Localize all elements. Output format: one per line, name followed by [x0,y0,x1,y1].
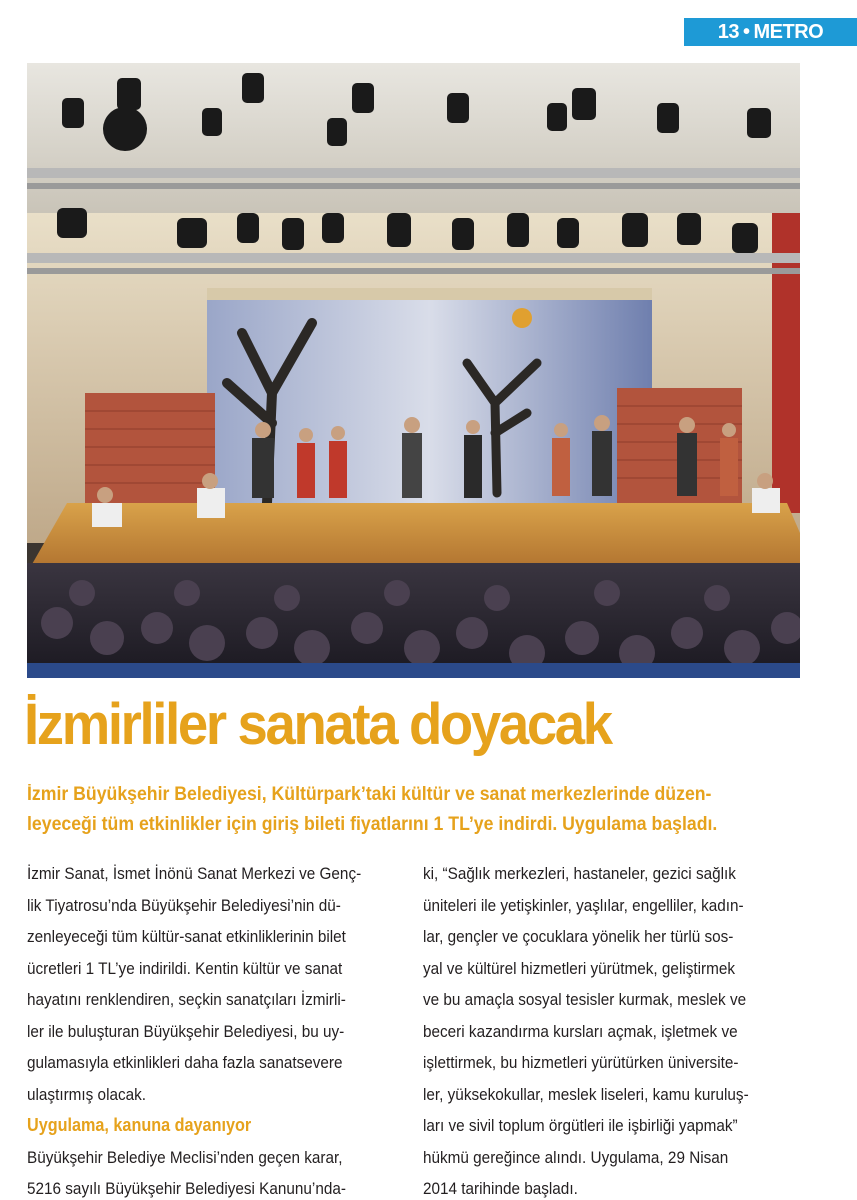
body-line: ler, yüksekokullar, meslek liseleri, kamu kuruluş- [423,1084,749,1104]
tag-separator: • [743,20,750,43]
body-line: ücretleri 1 TL’ye indirildi. Kentin kültür ve sanat [27,958,343,978]
body-column-right [423,858,808,1200]
body-column-left [27,858,412,1200]
theatre-stage-photo [27,63,800,678]
body-line: 2014 tarihinde başladı. [423,1179,578,1198]
lead-line: İzmir Büyükşehir Belediyesi, Kültürpark’taki kültür ve sanat merkezlerinde düzen- [27,784,712,805]
body-line: gulamasıyla etkinlikleri daha fazla sanatsevere [27,1053,343,1072]
body-line: 5216 sayılı Büyükşehir Belediyesi Kanunu’nda- [27,1179,346,1198]
article-headline: İzmirliler sanata doyacak [24,692,611,757]
page-section-tag [684,18,857,46]
body-line: ve bu amaçla sosyal tesisler kurmak, meslek ve [423,990,747,1009]
body-line: beceri kazandırma kursları açmak, işletmek ve [423,1021,738,1041]
body-line: hayatını renklendiren, seçkin sanatçıları İzmirli- [27,990,346,1009]
section-name: METRO [753,20,824,43]
body-line: Büyükşehir Belediye Meclisi’nden geçen karar, [27,1147,343,1167]
body-line: üniteleri ile yetişkinler, yaşlılar, engelliler, kadın- [423,895,744,915]
article-lead [27,780,807,840]
body-line: işlettirmek, bu hizmetleri yürütürken üniversite- [423,1053,739,1072]
body-line: lik Tiyatrosu’nda Büyükşehir Belediyesi’nin dü- [27,895,341,915]
body-line: hükmü gereğince alındı. Uygulama, 29 Nisan [423,1147,729,1167]
page-number: 13 [717,20,739,43]
body-line: ulaştırmış olacak. [27,1084,147,1104]
body-line: yal ve kültürel hizmetleri yürütmek, geliştirmek [423,958,736,978]
lead-line: leyeceği tüm etkinlikler için giriş bileti fiyatlarını 1 TL’ye indirdi. Uygulama başladı. [27,814,718,835]
body-line: lar, gençler ve çocuklara yönelik her türlü sos- [423,927,734,946]
body-line: ler ile buluşturan Büyükşehir Belediyesi, bu uy- [27,1021,345,1041]
body-line: İzmir Sanat, İsmet İnönü Sanat Merkezi ve Genç- [27,864,362,883]
body-line: zenleyeceği tüm kültür-sanat etkinliklerinin bilet [27,927,346,946]
body-line: ları ve sivil toplum örgütleri ile işbirliği yapmak” [423,1116,738,1135]
body-line: ki, “Sağlık merkezleri, hastaneler, gezici sağlık [423,864,736,883]
section-subhead: Uygulama, kanuna dayanıyor [27,1115,252,1135]
